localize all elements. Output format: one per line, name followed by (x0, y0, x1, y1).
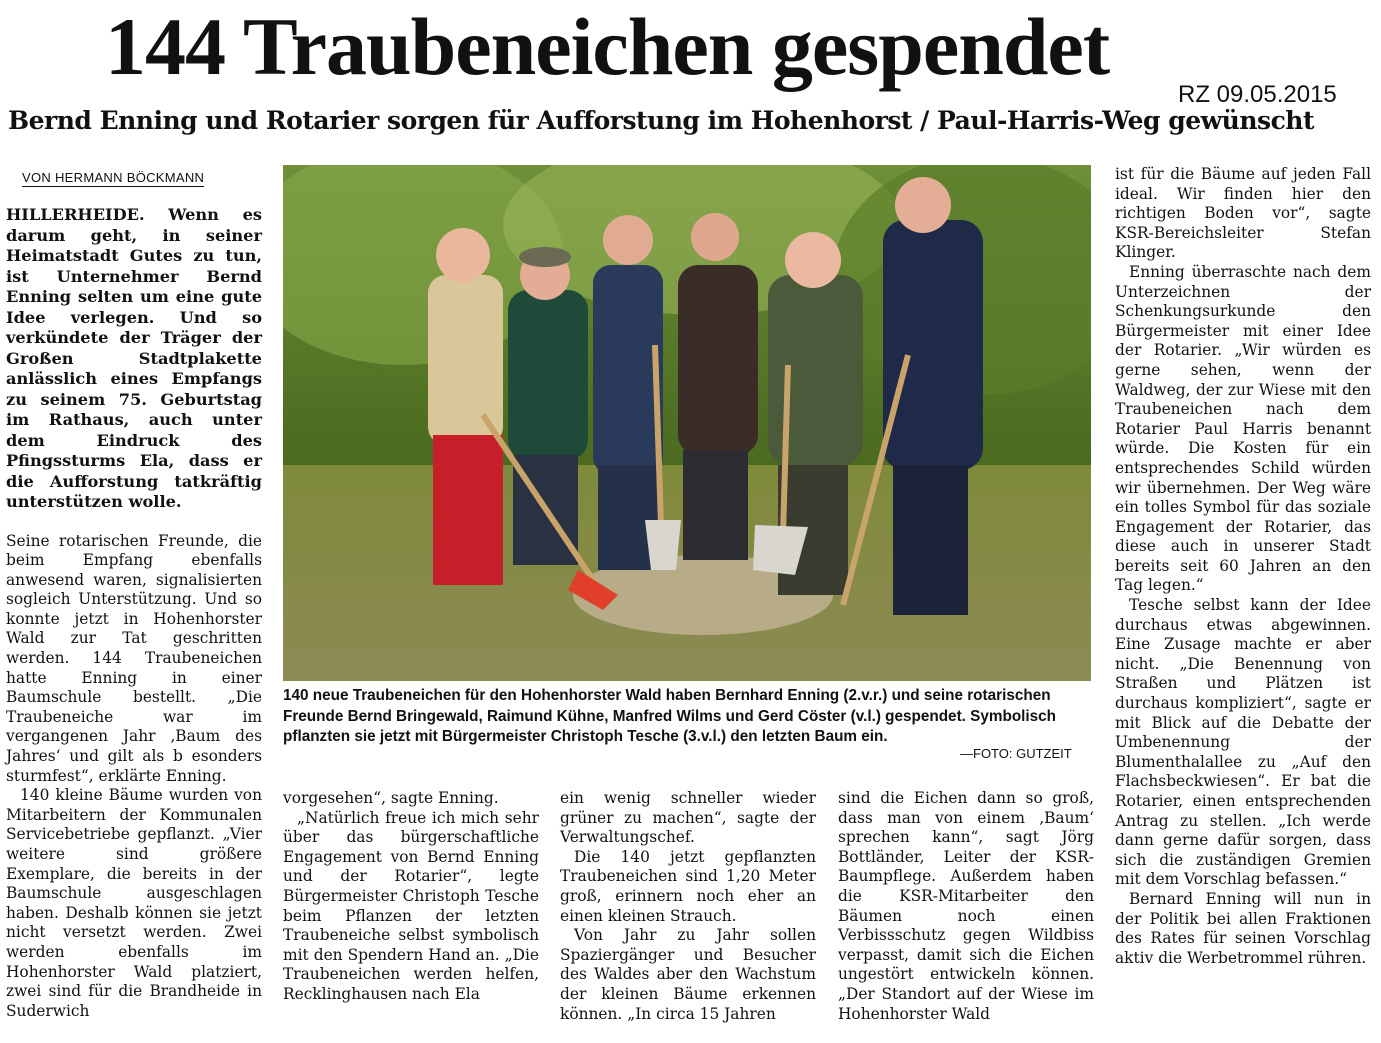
paragraph: ein wenig schneller wieder grüner zu machen“, sagte der Verwaltungschef. (560, 789, 816, 847)
lead-paragraph: HILLERHEIDE. Wenn es darum geht, in seiner Heimatstadt Gutes zu tun, ist Unternehmer Bernd Enning selten um eine gute Idee verlegen. Und so verkündete der Träger der Großen Stadtplakette anlässlich eines Empfangs zu seinem 75. Geburtstag im Rathaus, auch unter dem Eindruck des Pfingssturms Ela, dass er die Aufforstung tatkräftig unterstützen wolle. (6, 205, 262, 511)
headline: 144 Traubeneichen gespendet (105, 1, 1110, 92)
article-photo (283, 165, 1091, 681)
column-3 (560, 789, 816, 1024)
paragraph: Bernard Enning will nun in der Politik bei allen Fraktionen des Rates für seinen Vorschlag aktiv die Werbetrommel rühren. (1115, 889, 1371, 967)
paragraph: „Natürlich freue ich mich sehr über das bürgerschaftliche Engagement von Bernd Enning und der Rotarier“, legte Bürgermeister Christoph Tesche beim Pflanzen der letzten Traubeneiche selbst symbolisch mit den Spendern Hand an. „Die Traubeneichen werden helfen, Recklinghausen nach Ela (283, 808, 539, 1003)
photo-caption: 140 neue Traubeneichen für den Hohenhorster Wald haben Bernhard Enning (2.v.r.) und seine rotarischen Freunde Bernd Bringewald, Raimund Kühne, Manfred Wilms und Gerd Cöster (v.l.) gespendet. Symbolisch pflanzten sie jetzt mit Bürgermeister Christoph Tesche (3.v.l.) den letzten Baum ein. (283, 687, 1057, 745)
paragraph: Tesche selbst kann der Idee durchaus etwas abgewinnen. Eine Zusage machte er aber nicht. „Die Benennung von Straßen und Plätzen ist durchaus kompliziert“, sagte er mit Blick auf die Debatte der Umbenennung der Blumenthalallee zu „Auf den Flachsbeckwiesen“. Er bat die Rotarier, einen entsprechenden Antrag zu stellen. „Ich werde dann gerne dafür sorgen, dass sich die zuständigen Gremien mit dem Vorschlag befassen.“ (1115, 596, 1371, 889)
photo-credit: —FOTO: GUTZEIT (960, 746, 1072, 761)
subheadline: Bernd Enning und Rotarier sorgen für Aufforstung im Hohenhorst / Paul-Harris-Weg gewünscht (8, 106, 1315, 135)
paragraph: ist für die Bäume auf jeden Fall ideal. Wir finden hier den richtigen Boden vor“, sagte KSR-Bereichsleiter Stefan Klinger. (1115, 165, 1371, 262)
paragraph: sind die Eichen dann so groß, dass man von einem ‚Baum‘ sprechen kann“, sagt Jörg Bottländer, Leiter der KSR-Baumpflege. Außerdem haben die KSR-Mitarbeiter den Bäumen noch einen Verbissschutz gegen Wildbiss verpasst, damit sich die Eichen ungestört entwickeln können. „Der Standort auf der Wiese im Hohenhorster Wald (838, 789, 1094, 1023)
column-1 (6, 205, 262, 1021)
paragraph: 140 kleine Bäume wurden von Mitarbeitern der Kommunalen Servicebetriebe gepflanzt. „Vier weitere sind größere Exemplare, die bereits in der Baumschule ausgeschlagen haben. Deshalb können sie jetzt nicht versetzt werden. Zwei werden ebenfalls im Hohenhorster Wald platziert, zwei sind für die Brandheide in Suderwich (6, 786, 262, 1020)
column-2 (283, 789, 539, 1005)
paragraph: Seine rotarischen Freunde, die beim Empfang ebenfalls anwesend waren, signalisierten sogleich Unterstützung. Und so konnte jetzt in Hohenhorster Wald zur Tat geschritten werden. 144 Traubeneichen hatte Enning in einer Baumschule bestellt. „Die Traubeneiche war im vergangenen Jahr ‚Baum des Jahres‘ und gilt als b esonders sturmfest“, erklärte Enning. (6, 531, 262, 785)
date-stamp: RZ 09.05.2015 (1178, 81, 1337, 108)
column-5 (1115, 165, 1371, 968)
photo-illustration (283, 165, 1091, 681)
paragraph: Von Jahr zu Jahr sollen Spaziergänger und Besucher des Waldes aber den Wachstum der kleinen Bäume erkennen können. „In circa 15 Jahren (560, 926, 816, 1023)
column-4 (838, 789, 1094, 1024)
byline: VON HERMANN BÖCKMANN (22, 170, 205, 185)
paragraph: vorgesehen“, sagte Enning. (283, 789, 499, 807)
paragraph: Die 140 jetzt gepflanzten Traubeneichen sind 1,20 Meter groß, erinnern noch eher an einen kleinen Strauch. (560, 847, 816, 925)
paragraph: Enning überraschte nach dem Unterzeichnen der Schenkungsurkunde den Bürgermeister mit einer Idee der Rotarier. „Wir würden es gerne sehen, wenn der Waldweg, der zur Wiese mit den Traubeneichen nach dem Rotarier Paul Harris benannt würde. Die Kosten für ein entsprechendes Schild würden wir übernehmen. Der Weg wäre ein tolles Symbol für das soziale Engagement der Rotarier, das diese auch in unserer Stadt bereits seit 60 Jahren an den Tag legen.“ (1115, 262, 1371, 595)
